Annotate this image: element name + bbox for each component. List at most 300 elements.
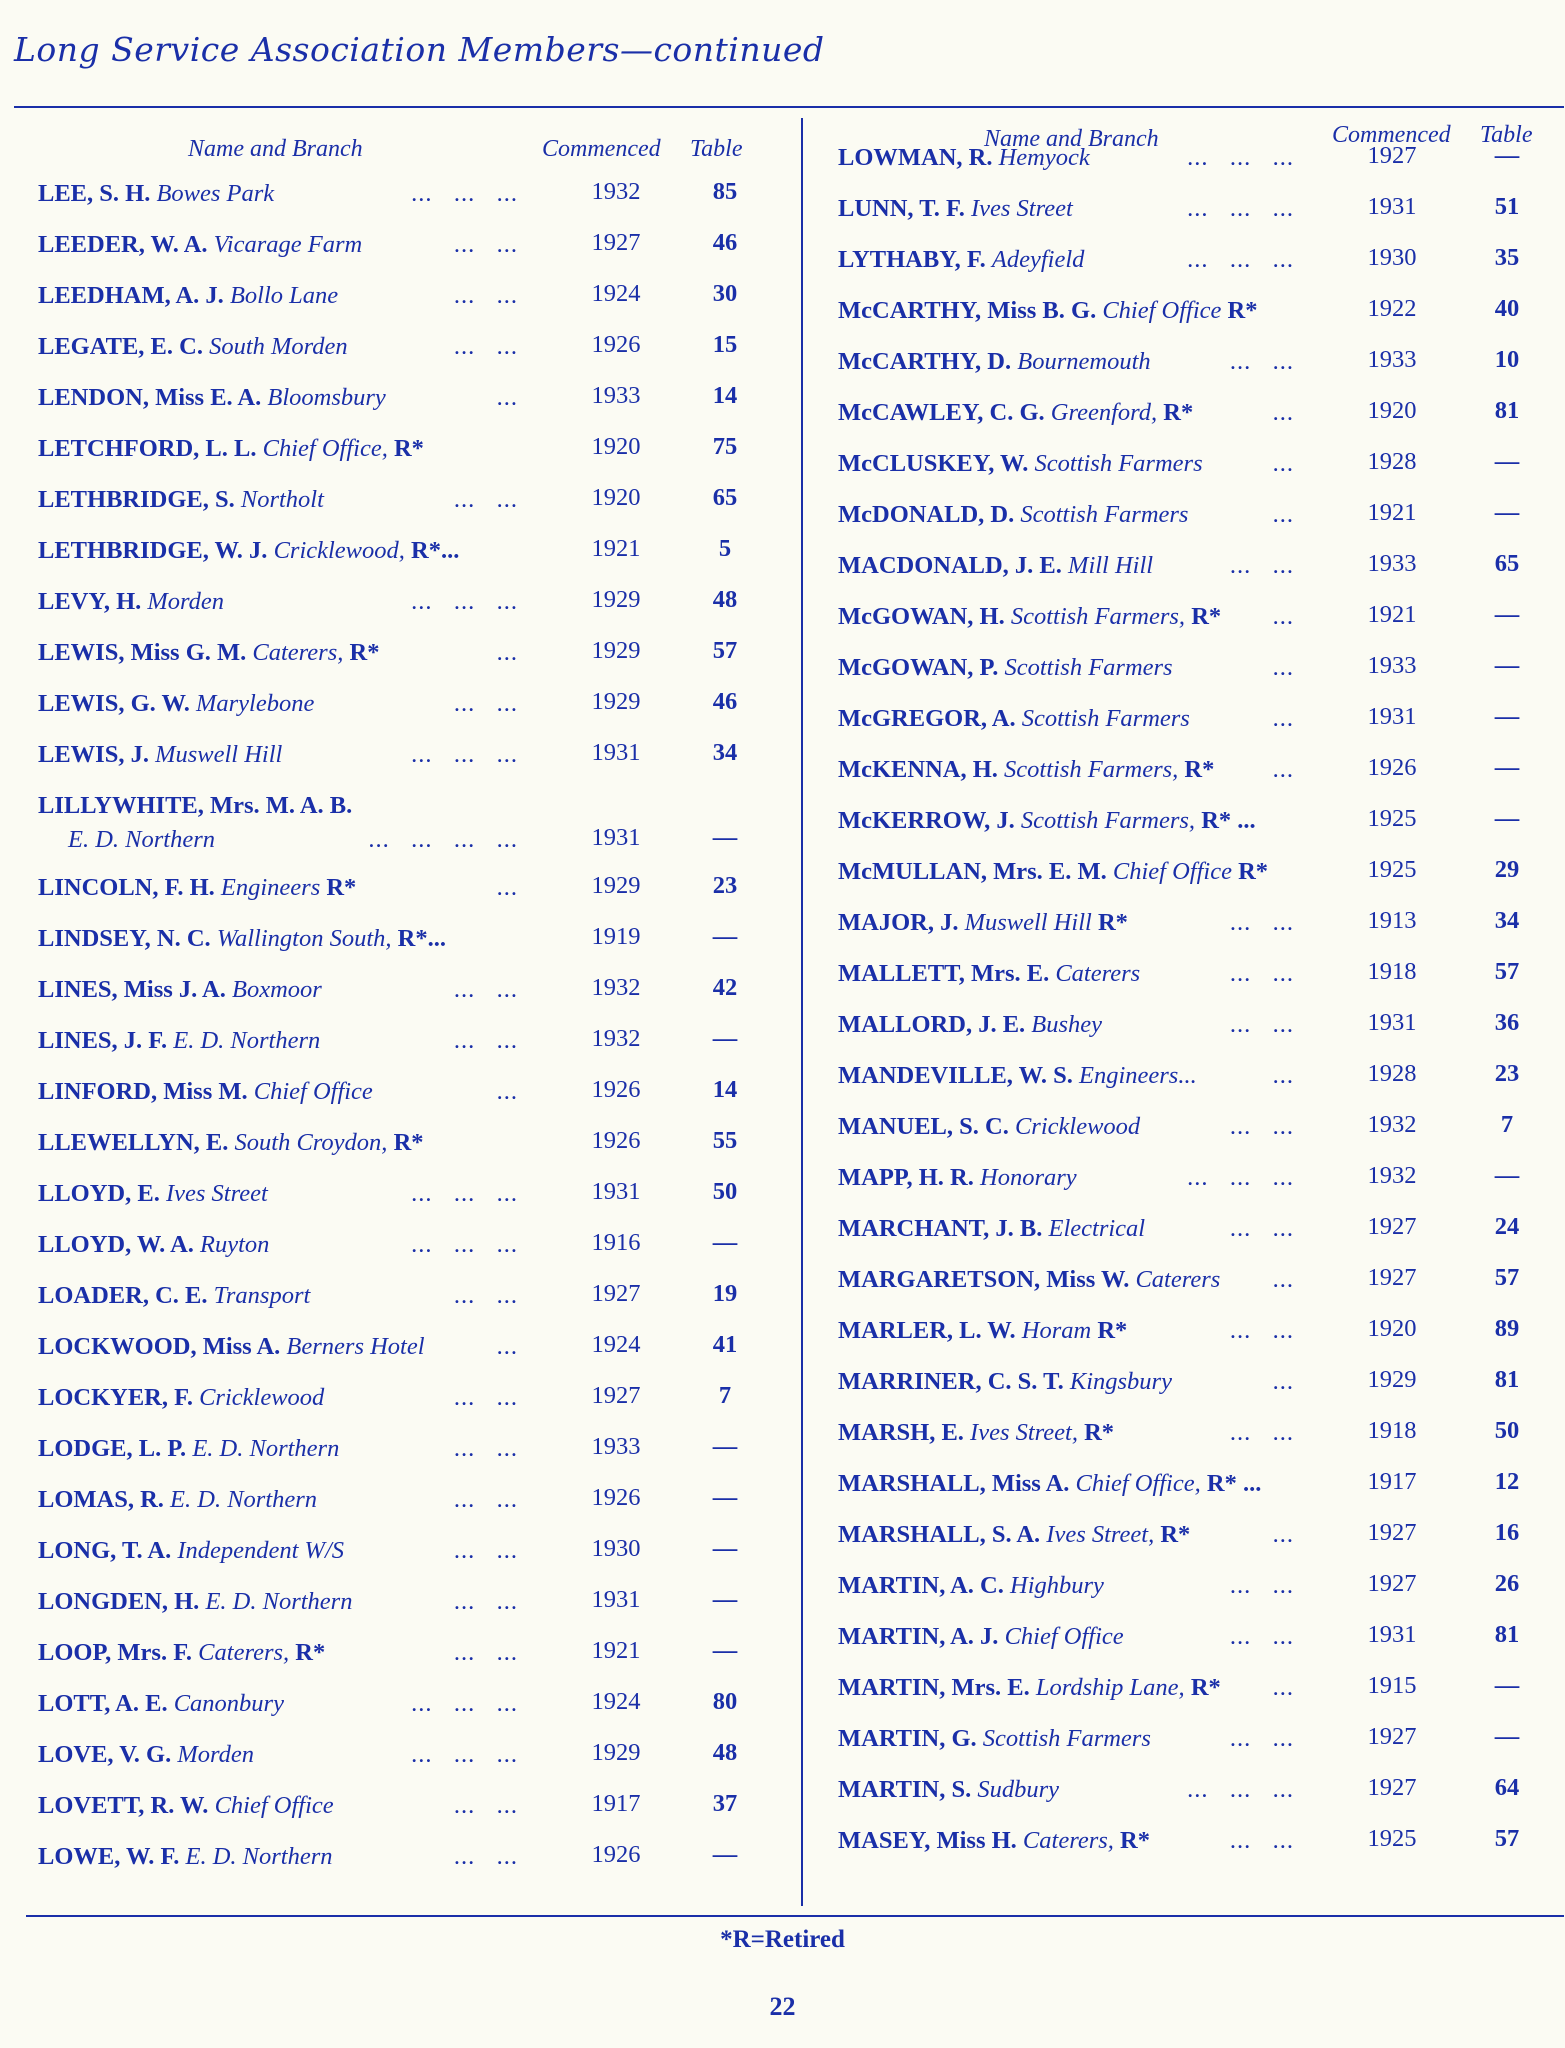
member-name-branch <box>38 1231 269 1259</box>
member-entry <box>38 219 780 270</box>
member-surname: LOVETT, R. W. <box>38 1792 209 1819</box>
table-number: 46 <box>712 688 738 715</box>
member-branch: Caterers, <box>1022 1827 1114 1854</box>
leader-dots: ... <box>1272 501 1294 528</box>
commenced-header: Commenced <box>1332 122 1451 148</box>
member-branch: Hemyock <box>998 144 1090 171</box>
member-name-branch <box>38 537 459 565</box>
member-surname: MARTIN, Mrs. E. <box>838 1674 1030 1701</box>
leader-dots: ... ... <box>453 1435 518 1462</box>
member-surname: MALLETT, Mrs. E. <box>838 960 1050 987</box>
member-surname: LETCHFORD, L. L. <box>38 435 257 462</box>
member-name-branch <box>38 639 379 667</box>
member-branch: Independent W/S <box>177 1537 345 1564</box>
table-number: 57 <box>1494 1264 1520 1291</box>
commenced-year: 1919 <box>591 923 641 950</box>
table-number: 35 <box>1494 244 1520 271</box>
leader-dots: ... <box>1272 1674 1294 1701</box>
commenced-year: 1931 <box>591 824 641 851</box>
member-branch: Cricklewood <box>1014 1113 1141 1140</box>
commenced-year: 1929 <box>591 586 641 613</box>
table-number: 10 <box>1494 346 1520 373</box>
member-name-branch <box>38 435 424 463</box>
member-surname: MARCHANT, J. B. <box>838 1215 1043 1242</box>
column-divider <box>801 118 803 1906</box>
table-number: — <box>1494 805 1520 832</box>
leader-dots: ... ... <box>453 1282 518 1309</box>
member-name-branch <box>38 588 224 616</box>
member-branch: Engineers <box>220 874 321 901</box>
member-name-branch <box>838 603 1221 631</box>
table-number: 48 <box>712 1739 738 1766</box>
member-surname: LEWIS, G. W. <box>38 690 190 717</box>
member-surname: LINES, Miss J. A. <box>38 976 226 1003</box>
commenced-year: 1915 <box>1367 1672 1417 1699</box>
member-branch: E. D. Northern <box>185 1843 333 1870</box>
member-entry <box>38 423 780 474</box>
table-header: Table <box>1480 122 1533 148</box>
member-surname: LINCOLN, F. H. <box>38 874 215 901</box>
member-surname: LOMAS, R. <box>38 1486 164 1513</box>
member-surname: LODGE, L. P. <box>38 1435 187 1462</box>
member-surname: McKENNA, H. <box>838 756 998 783</box>
member-surname: McGOWAN, P. <box>838 654 999 681</box>
member-entry <box>38 1066 780 1117</box>
commenced-year: 1916 <box>591 1229 641 1256</box>
member-entry <box>38 1576 780 1627</box>
commenced-year: 1929 <box>591 1739 641 1766</box>
right-column <box>838 122 1556 1866</box>
member-name-branch <box>38 741 282 769</box>
table-number: 19 <box>712 1280 738 1307</box>
commenced-year: 1931 <box>591 739 641 766</box>
table-number: 16 <box>1494 1519 1520 1546</box>
member-name-branch <box>838 1266 1220 1294</box>
member-surname: MACDONALD, J. E. <box>838 552 1062 579</box>
member-entry <box>38 321 780 372</box>
member-branch: Bushey <box>1031 1011 1103 1038</box>
member-entry <box>38 1678 780 1729</box>
leader-dots: ... ... <box>1229 552 1294 579</box>
table-number: 5 <box>718 535 732 562</box>
member-branch: Northolt <box>240 486 324 513</box>
commenced-year: 1933 <box>1367 550 1417 577</box>
member-entry <box>38 964 780 1015</box>
member-name-branch <box>838 1113 1140 1141</box>
member-branch: Canonbury <box>173 1690 284 1717</box>
commenced-year: 1933 <box>1367 652 1417 679</box>
member-entry <box>838 1764 1556 1815</box>
member-branch: Lordship Lane, <box>1035 1674 1185 1701</box>
commenced-year: 1921 <box>1367 499 1417 526</box>
table-number: 7 <box>718 1382 732 1409</box>
table-number: 42 <box>712 974 738 1001</box>
leader-dots: ... ... <box>1229 1317 1294 1344</box>
member-entry <box>38 913 780 964</box>
commenced-year: 1918 <box>1367 958 1417 985</box>
member-entry <box>38 168 780 219</box>
member-name-branch <box>38 1282 310 1310</box>
member-name-branch <box>838 1725 1151 1753</box>
table-number: 34 <box>1494 907 1520 934</box>
top-rule <box>14 106 1564 108</box>
member-branch: Chief Office <box>1112 858 1232 885</box>
member-name-branch <box>38 874 356 902</box>
table-number: 23 <box>712 872 738 899</box>
member-name-branch <box>38 180 274 208</box>
member-name-branch <box>38 1843 333 1871</box>
commenced-year: 1924 <box>591 280 641 307</box>
right-member-list <box>838 132 1556 1866</box>
member-entry <box>38 474 780 525</box>
bottom-rule <box>26 1915 1564 1917</box>
leader-dots: ... ... <box>453 1843 518 1870</box>
member-branch: Ruyton <box>200 1231 270 1258</box>
member-entry <box>838 948 1556 999</box>
retired-mark: R* ... <box>1195 807 1256 834</box>
leader-dots: ... ... <box>1229 1623 1294 1650</box>
table-number: 46 <box>712 229 738 256</box>
member-surname: LENDON, Miss E. A. <box>38 384 262 411</box>
member-entry <box>838 540 1556 591</box>
retired-mark: R* <box>1077 1419 1115 1446</box>
member-branch: Transport <box>213 1282 311 1309</box>
member-entry <box>838 132 1556 183</box>
leader-dots: ... ... <box>453 333 518 360</box>
member-branch: Scottish Farmers, <box>1004 756 1179 783</box>
member-branch: Horam <box>1021 1317 1092 1344</box>
member-surname: MAPP, H. R. <box>838 1164 974 1191</box>
member-branch: Boxmoor <box>232 976 322 1003</box>
leader-dots: ... ... ... ... <box>368 826 518 853</box>
commenced-year: 1927 <box>1367 1570 1417 1597</box>
table-number: 15 <box>712 331 738 358</box>
member-surname: MASEY, Miss H. <box>838 1827 1017 1854</box>
table-number: — <box>712 1841 738 1868</box>
table-number: 50 <box>1494 1417 1520 1444</box>
member-name-branch <box>838 195 1073 223</box>
commenced-year: 1931 <box>1367 1621 1417 1648</box>
page-title: Long Service Association Members—continued <box>14 30 825 69</box>
member-surname: LOOP, Mrs. F. <box>38 1639 193 1666</box>
commenced-year: 1927 <box>1367 1264 1417 1291</box>
member-branch: Ives Street, <box>1046 1521 1155 1548</box>
member-surname: LLOYD, W. A. <box>38 1231 194 1258</box>
member-branch: Sudbury <box>977 1776 1060 1803</box>
leader-dots: ... ... <box>453 976 518 1003</box>
member-entry <box>838 1509 1556 1560</box>
member-branch: Scottish Farmers <box>1004 654 1173 681</box>
member-entry <box>838 795 1556 846</box>
table-number: — <box>712 1025 738 1052</box>
member-branch: Caterers <box>1135 1266 1221 1293</box>
member-name-branch <box>38 1180 268 1208</box>
table-number: 14 <box>712 382 738 409</box>
member-surname: MARSHALL, Miss A. <box>838 1470 1070 1497</box>
member-branch: Chief Office, <box>262 435 388 462</box>
left-column <box>38 132 780 1882</box>
leader-dots: ... <box>1272 1266 1294 1293</box>
leader-dots: ... <box>1272 756 1294 783</box>
member-entry <box>38 1525 780 1576</box>
member-surname: LOCKYER, F. <box>38 1384 193 1411</box>
member-name-branch <box>838 654 1173 682</box>
table-number: — <box>1494 448 1520 475</box>
table-number: 23 <box>1494 1060 1520 1087</box>
member-name-branch <box>838 1470 1261 1498</box>
table-number: 40 <box>1494 295 1520 322</box>
commenced-year: 1932 <box>591 178 641 205</box>
member-name-branch <box>38 976 322 1004</box>
commenced-year: 1927 <box>591 1382 641 1409</box>
member-entry <box>838 234 1556 285</box>
leader-dots: ... ... ... <box>411 588 518 615</box>
member-surname: LEEDER, W. A. <box>38 231 208 258</box>
member-surname: LOCKWOOD, Miss A. <box>38 1333 281 1360</box>
member-branch: Morden <box>177 1741 255 1768</box>
commenced-year: 1931 <box>591 1586 641 1613</box>
member-branch: Bloomsbury <box>267 384 386 411</box>
member-name-branch <box>38 690 314 718</box>
member-entry <box>38 1372 780 1423</box>
member-name-branch <box>38 1384 324 1412</box>
member-entry <box>838 183 1556 234</box>
member-entry <box>838 387 1556 438</box>
member-name-branch <box>838 909 1128 937</box>
table-number: — <box>1494 703 1520 730</box>
table-number: 51 <box>1494 193 1520 220</box>
page-number: 22 <box>769 1992 796 2021</box>
member-entry <box>38 372 780 423</box>
leader-dots: ... ... <box>453 282 518 309</box>
table-number: — <box>712 1484 738 1511</box>
member-name-branch <box>38 1078 373 1106</box>
member-entry <box>838 1152 1556 1203</box>
leader-dots: ... ... <box>453 1792 518 1819</box>
member-entry <box>38 576 780 627</box>
commenced-year: 1933 <box>591 382 641 409</box>
member-name-branch <box>38 1690 284 1718</box>
commenced-year: 1928 <box>1367 448 1417 475</box>
member-branch: Bollo Lane <box>229 282 339 309</box>
member-branch: Berners Hotel <box>286 1333 425 1360</box>
table-header: Table <box>690 136 743 162</box>
commenced-year: 1930 <box>591 1535 641 1562</box>
member-surname: McMULLAN, Mrs. E. M. <box>838 858 1107 885</box>
leader-dots: ... <box>496 384 518 411</box>
retired-mark: R* <box>1154 1521 1191 1548</box>
member-surname: LINDSEY, N. C. <box>38 925 211 952</box>
table-number: 81 <box>1494 1366 1520 1393</box>
member-surname: LINFORD, Miss M. <box>38 1078 248 1105</box>
leader-dots: ... ... <box>453 690 518 717</box>
leader-dots: ... <box>1272 654 1294 681</box>
member-branch: E. D. Northern <box>170 1486 318 1513</box>
member-entry <box>838 1407 1556 1458</box>
member-name-branch <box>38 1129 424 1157</box>
member-branch: Scottish Farmers <box>1021 705 1190 732</box>
member-branch: Caterers, <box>252 639 344 666</box>
leader-dots: ... ... <box>453 231 518 258</box>
member-entry <box>38 1321 780 1372</box>
retired-mark: R* <box>387 1129 424 1156</box>
commenced-year: 1929 <box>1367 1366 1417 1393</box>
member-entry <box>838 999 1556 1050</box>
leader-dots: ... ... <box>453 1588 518 1615</box>
member-name-branch <box>838 1521 1190 1549</box>
member-entry <box>838 846 1556 897</box>
commenced-year: 1927 <box>591 1280 641 1307</box>
table-number: — <box>1494 1672 1520 1699</box>
commenced-year: 1931 <box>1367 193 1417 220</box>
commenced-year: 1931 <box>591 1178 641 1205</box>
retired-mark: R*... <box>404 537 460 564</box>
member-branch: Engineers... <box>1078 1062 1197 1089</box>
commenced-year: 1928 <box>1367 1060 1417 1087</box>
leader-dots: ... ... <box>453 486 518 513</box>
member-entry <box>38 1627 780 1678</box>
member-surname: LUNN, T. F. <box>838 195 965 222</box>
member-branch: South Croydon, <box>234 1129 388 1156</box>
leader-dots: ... ... <box>1229 348 1294 375</box>
retired-mark: R* ... <box>1200 1470 1262 1497</box>
member-name-branch <box>838 807 1256 835</box>
table-number: 64 <box>1494 1774 1520 1801</box>
member-name-branch <box>38 384 386 412</box>
retired-mark: R* <box>1231 858 1269 885</box>
table-number: — <box>1494 754 1520 781</box>
leader-dots: ... ... <box>1229 1725 1294 1752</box>
member-entry <box>38 1117 780 1168</box>
leader-dots: ... <box>496 1333 518 1360</box>
member-entry <box>838 1560 1556 1611</box>
table-number: 57 <box>1494 1825 1520 1852</box>
commenced-year: 1921 <box>591 1637 641 1664</box>
member-surname: McCAWLEY, C. G. <box>838 399 1045 426</box>
member-surname: LEWIS, Miss G. M. <box>38 639 247 666</box>
retired-mark: R* <box>387 435 424 462</box>
commenced-year: 1926 <box>591 1127 641 1154</box>
member-branch: Honorary <box>980 1164 1077 1191</box>
member-name-branch <box>838 501 1188 529</box>
table-number: 65 <box>712 484 738 511</box>
commenced-year: 1927 <box>1367 142 1417 169</box>
name-branch-header: Name and Branch <box>984 126 1159 152</box>
leader-dots: ... ... ... <box>1187 144 1294 171</box>
leader-dots: ... ... ... <box>411 1741 518 1768</box>
member-entry <box>38 678 780 729</box>
member-name-branch <box>838 246 1084 274</box>
table-number: — <box>1494 142 1520 169</box>
member-branch: Electrical <box>1048 1215 1146 1242</box>
member-surname: MARTIN, A. C. <box>838 1572 1004 1599</box>
member-entry <box>38 1015 780 1066</box>
commenced-year: 1920 <box>1367 1315 1417 1342</box>
commenced-year: 1925 <box>1367 1825 1417 1852</box>
retired-mark: R* <box>1091 1317 1128 1344</box>
member-entry <box>838 1662 1556 1713</box>
left-column-header <box>38 132 780 168</box>
leader-dots: ... ... <box>1229 1011 1294 1038</box>
table-number: 41 <box>712 1331 738 1358</box>
member-branch: Marylebone <box>195 690 315 717</box>
member-branch: Scottish Farmers <box>982 1725 1151 1752</box>
member-surname: MARGARETSON, Miss W. <box>838 1266 1130 1293</box>
member-surname: MALLORD, J. E. <box>838 1011 1026 1038</box>
leader-dots: ... ... <box>453 1486 518 1513</box>
member-name-branch <box>838 1062 1197 1090</box>
member-name-branch <box>838 1572 1104 1600</box>
commenced-year: 1921 <box>591 535 641 562</box>
member-name-branch <box>838 450 1203 478</box>
leader-dots: ... ... <box>1229 1113 1294 1140</box>
table-number: 29 <box>1494 856 1520 883</box>
member-surname: McGREGOR, A. <box>838 705 1016 732</box>
leader-dots: ... ... ... <box>1187 1776 1294 1803</box>
member-entry <box>838 693 1556 744</box>
member-name-branch <box>838 552 1153 580</box>
retired-mark: R* <box>1157 399 1194 426</box>
member-entry <box>838 1458 1556 1509</box>
leader-dots: ... ... ... <box>1187 246 1294 273</box>
leader-dots: ... <box>1272 1521 1294 1548</box>
table-number: 75 <box>712 433 738 460</box>
leader-dots: ... <box>496 639 518 666</box>
member-entry <box>38 270 780 321</box>
commenced-year: 1926 <box>591 1484 641 1511</box>
member-surname: MARTIN, S. <box>838 1776 972 1803</box>
commenced-year: 1929 <box>591 688 641 715</box>
member-surname: LETHBRIDGE, S. <box>38 486 235 513</box>
table-number: 57 <box>1494 958 1520 985</box>
table-number: 80 <box>712 1688 738 1715</box>
table-number: 26 <box>1494 1570 1520 1597</box>
table-number: — <box>1494 652 1520 679</box>
member-name-branch <box>838 144 1090 172</box>
retired-mark: R* <box>1178 756 1215 783</box>
commenced-year: 1933 <box>591 1433 641 1460</box>
member-surname: LEGATE, E. C. <box>38 333 203 360</box>
member-surname: LONG, T. A. <box>38 1537 172 1564</box>
member-branch: Chief Office <box>214 1792 334 1819</box>
footnote: *R=Retired <box>720 1926 845 1953</box>
member-entry <box>838 1713 1556 1764</box>
member-branch: Bournemouth <box>1017 348 1151 375</box>
member-branch: Highbury <box>1010 1572 1104 1599</box>
table-number: 81 <box>1494 397 1520 424</box>
commenced-year: 1917 <box>1367 1468 1417 1495</box>
member-surname: LINES, J. F. <box>38 1027 168 1054</box>
member-branch: Wallington South, <box>216 925 392 952</box>
commenced-year: 1927 <box>1367 1519 1417 1546</box>
leader-dots: ... <box>1272 603 1294 630</box>
retired-mark: R* <box>1221 297 1258 324</box>
table-number: 36 <box>1494 1009 1520 1036</box>
member-name-branch <box>38 486 324 514</box>
leader-dots: ... ... <box>1229 1419 1294 1446</box>
member-entry <box>38 627 780 678</box>
member-entry <box>838 744 1556 795</box>
member-name-branch <box>38 231 362 259</box>
commenced-year: 1927 <box>591 229 641 256</box>
commenced-year: 1922 <box>1367 295 1417 322</box>
commenced-year: 1926 <box>1367 754 1417 781</box>
member-name-branch <box>38 333 348 361</box>
leader-dots: ... ... <box>1229 1827 1294 1854</box>
retired-mark: R* <box>343 639 380 666</box>
member-branch: Chief Office, <box>1075 1470 1201 1497</box>
table-number: 85 <box>712 178 738 205</box>
